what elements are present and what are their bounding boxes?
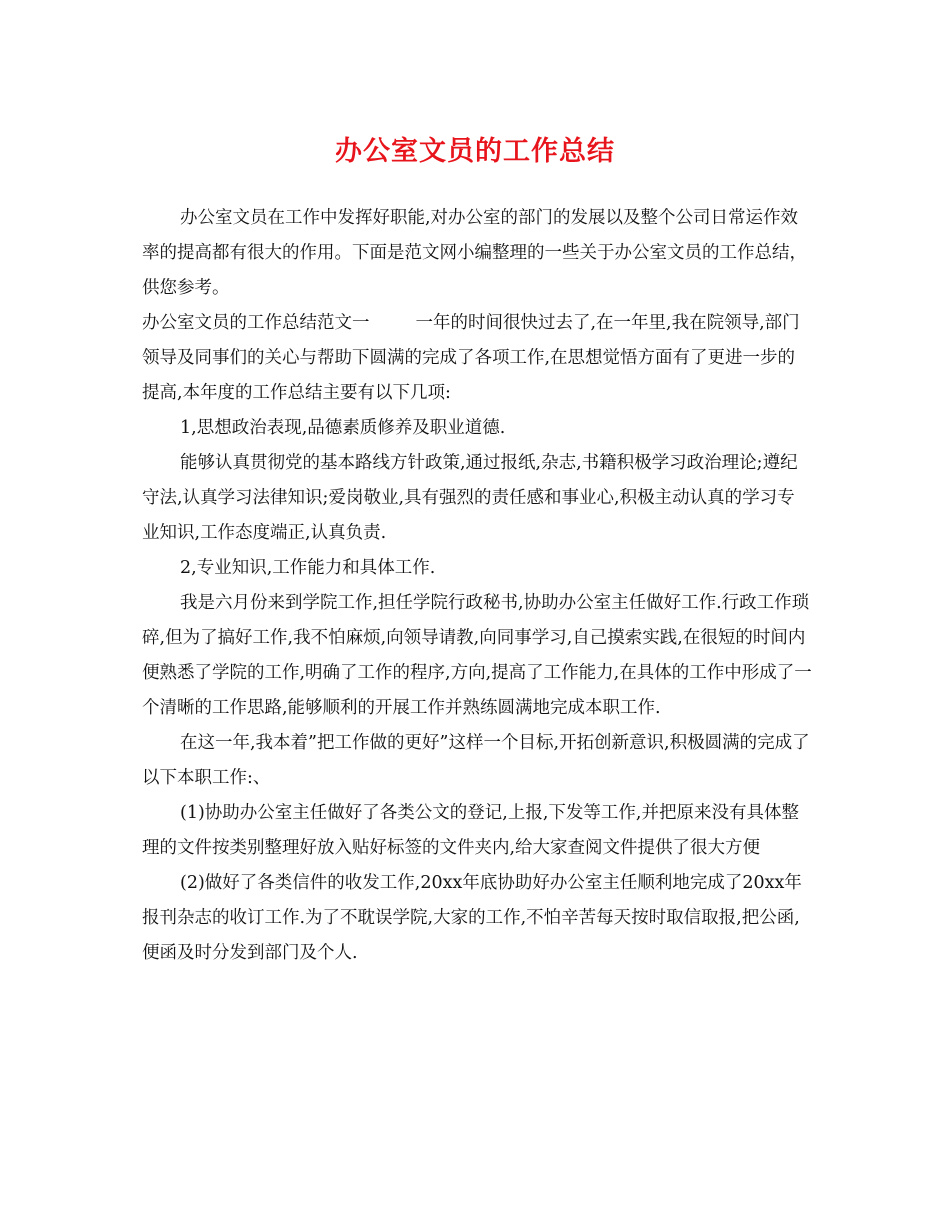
list-item-1: (1)协助办公室主任做好了各类公文的登记,上报,下发等工作,并把原来没有具体整理的文件按类别整理好放入贴好标签的文件夹内,给大家查阅文件提供了很大方便 [142, 803, 799, 858]
list-item-2: (2)做好了各类信件的收发工作,20xx年底协助好办公室主任顺利地完成了20xx年报刊杂志的收订工作.为了不耽误学院,大家的工作,不怕辛苦每天按时取信取报,把公函,便函及时分发到部门及个人. [142, 873, 802, 963]
document-title: 办公室文员的工作总结 [335, 136, 615, 167]
section1-heading: 1,思想政治表现,品德素质修养及职业道德. [180, 418, 506, 438]
sample-opening: 一年的时间很快过去了,在一年里,我在院领导,部门领导及同事们的关心与帮助下圆满的完成了各项工作,在思想觉悟方面有了更进一步的提高,本年度的工作总结主要有以下几项: [142, 313, 800, 403]
sample-paragraph [142, 306, 812, 411]
intro-paragraph: 办公室文员在工作中发挥好职能,对办公室的部门的发展以及整个公司日常运作效率的提高都有很大的作用。下面是范文网小编整理的一些关于办公室文员的工作总结，供您参考。 [142, 208, 807, 298]
goal-paragraph: 在这一年,我本着”把工作做的更好”这样一个目标,开拓创新意识,积极圆满的完成了以下本职工作:、 [142, 733, 810, 788]
section2-heading: 2,专业知识,工作能力和具体工作. [180, 558, 436, 578]
document-body [142, 201, 812, 971]
sample-heading: 办公室文员的工作总结范文一 [142, 313, 370, 333]
section1-body: 能够认真贯彻党的基本路线方针政策,通过报纸,杂志,书籍积极学习政治理论;遵纪守法,认真学习法律知识;爱岗敬业,具有强烈的责任感和事业心,积极主动认真的学习专业知识,工作态度端正,认真负责. [142, 453, 798, 543]
section2-body: 我是六月份来到学院工作,担任学院行政秘书,协助办公室主任做好工作.行政工作琐碎,但为了搞好工作,我不怕麻烦,向领导请教,向同事学习,自己摸索实践,在很短的时间内便熟悉了学院的工作,明确了工作的程序,方向,提高了工作能力,在具体的工作中形成了一个清晰的工作思路,能够顺利的开展工作并熟练圆满地完成本职工作. [142, 593, 812, 718]
